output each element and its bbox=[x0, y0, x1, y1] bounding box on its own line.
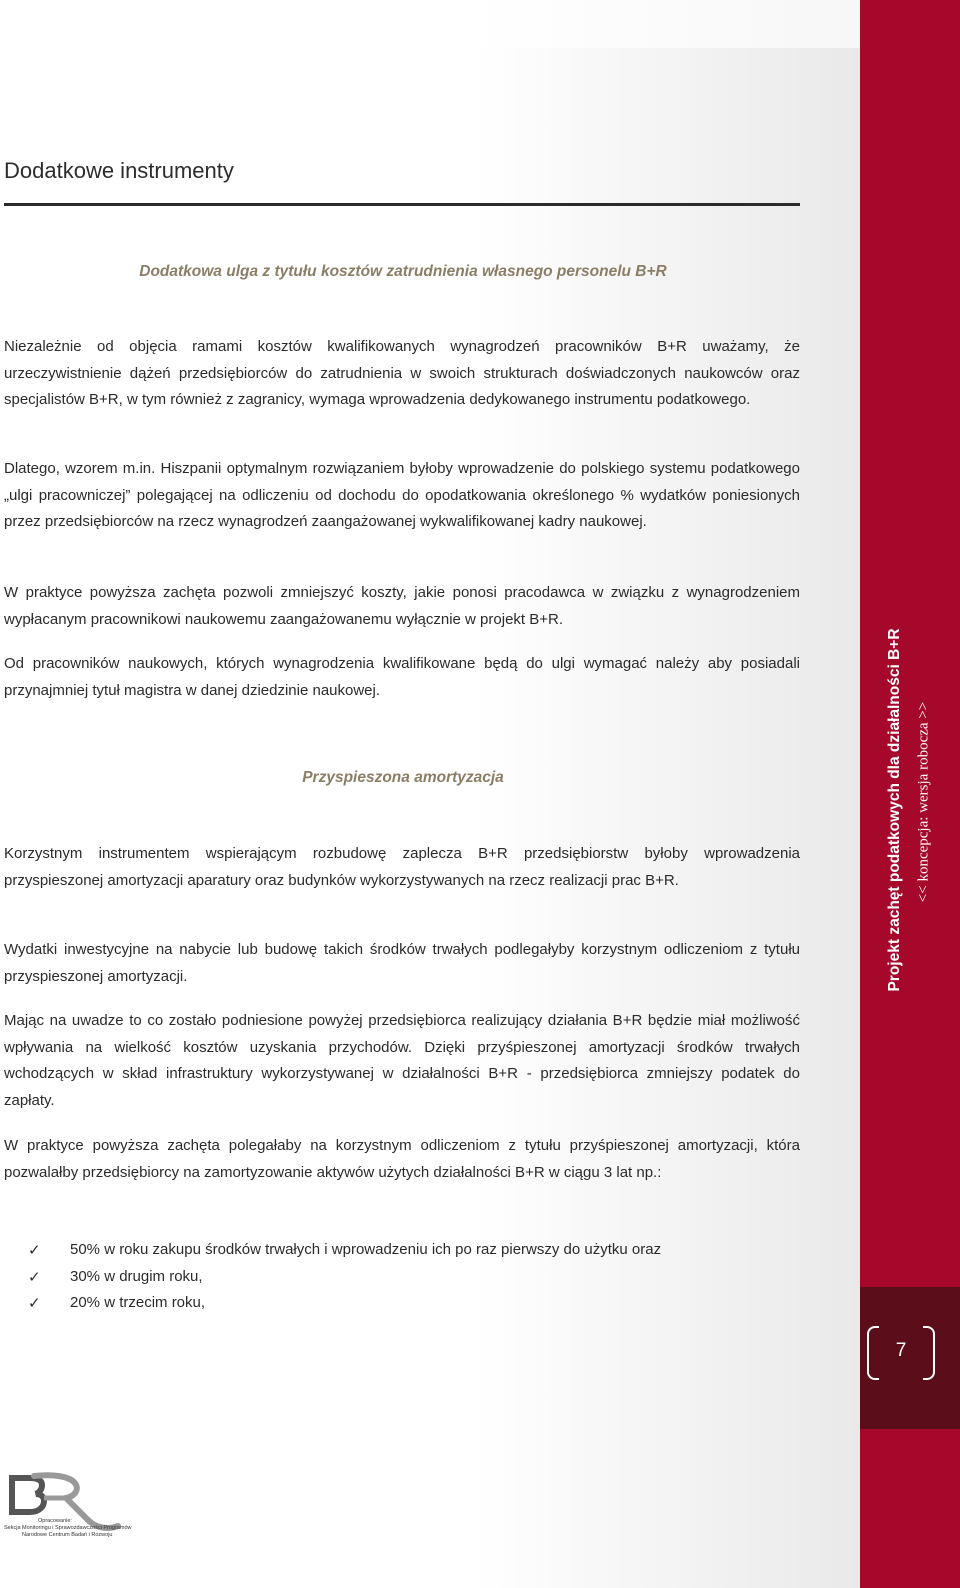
list-item bbox=[4, 1264, 661, 1291]
page-header-band bbox=[0, 0, 860, 48]
list-item-text: 50% w roku zakupu środków trwałych i wprowadzeniu ich po raz pierwszy do użytku oraz bbox=[70, 1241, 662, 1258]
sidebar-title: Projekt zachęt podatkowych dla działalności B+R bbox=[886, 628, 903, 992]
depreciation-list bbox=[4, 1237, 661, 1317]
paragraph: Mając na uwadze to co zostało podniesione powyżej przedsiębiorca realizujący działania B+R będzie miał możliwość wpływania na wielkość kosztów uzyskania przychodów. Dzięki przyśpieszonej amortyzacji środków trwałych wchodzących w skład infrastruktury wykorzystywanej w działalności B+R - przedsiębiorca zmniejszy podatek do zapłaty. bbox=[4, 1012, 800, 1109]
list-item-text: 30% w drugim roku, bbox=[70, 1267, 203, 1285]
check-mark-icon: ✓ bbox=[28, 1294, 41, 1312]
paragraph: Od pracowników naukowych, których wynagrodzenia kwalifikowane będą do ulgi wymagać należy aby posiadali przynajmniej tytuł magistra w danej dziedzinie naukowej. bbox=[4, 655, 800, 699]
section-heading-accelerated-depreciation: Przyspieszona amortyzacja bbox=[302, 769, 504, 786]
paragraph: W praktyce powyższa zachęta pozwoli zmniejszyć koszty, jakie ponosi pracodawca w związku z wynagrodzeniem wypłacanym pracownikowi naukowemu zaangażowanemu wyłącznie w projekt B+R. bbox=[4, 584, 800, 628]
title-rule bbox=[4, 203, 800, 206]
check-mark-icon: ✓ bbox=[28, 1241, 41, 1259]
paragraph: Korzystnym instrumentem wspierającym rozbudowę zaplecza B+R przedsiębiorstw byłoby wprowadzenia przyspieszonej amortyzacji aparatury oraz budynków wykorzystywanych na rzecz realizacji prac B+R. bbox=[4, 845, 800, 889]
check-mark-icon: ✓ bbox=[28, 1267, 41, 1286]
list-item-text: 20% w trzecim roku, bbox=[70, 1294, 206, 1311]
logo-caption: Opracowanie: Sekcja Monitoringu i Sprawozdawczości Programów Narodowe Centrum Badań i Rozwoju bbox=[4, 1518, 132, 1538]
paragraph: Dlatego, wzorem m.in. Hiszpanii optymalnym rozwiązaniem byłoby wprowadzenie do polskiego systemu podatkowego „ulgi pracowniczej” polegającej na odliczeniu od dochodu do opodatkowania określonego % wydatków poniesionych przez przedsiębiorców na rzecz wynagrodzeń zaangażowanej wykwalifikowanej kadry naukowej. bbox=[4, 460, 800, 530]
page-title: Dodatkowe instrumenty bbox=[4, 158, 234, 183]
sidebar-subtitle: << koncepcja: wersja robocza >> bbox=[915, 701, 932, 903]
page-number: 7 bbox=[895, 1340, 907, 1361]
section-heading-staff-relief: Dodatkowa ulga z tytułu kosztów zatrudnienia własnego personelu B+R bbox=[139, 263, 667, 280]
list-item bbox=[4, 1290, 661, 1317]
page-number-frame bbox=[867, 1326, 935, 1378]
paragraph: Niezależnie od objęcia ramami kosztów kwalifikowanych wynagrodzeń pracowników B+R uważamy, że urzeczywistnienie dążeń przedsiębiorców do zatrudnienia w swoich strukturach doświadczonych naukowców oraz specjalistów B+R, w tym również z zagranicy, wymaga wprowadzenia dedykowanego instrumentu podatkowego. bbox=[4, 338, 800, 408]
list-item bbox=[4, 1237, 661, 1264]
paragraph: Wydatki inwestycyjne na nabycie lub budowę takich środków trwałych podlegałyby korzystnym odliczeniom z tytułu przyspieszonej amortyzacji. bbox=[4, 941, 800, 985]
paragraph: W praktyce powyższa zachęta polegałaby na korzystnym odliczeniom z tytułu przyśpieszonej amortyzacji, która pozwalałby przedsiębiorcy na zamortyzowanie aktywów użytych działalności B+R w ciągu 3 lat np.: bbox=[4, 1137, 800, 1181]
